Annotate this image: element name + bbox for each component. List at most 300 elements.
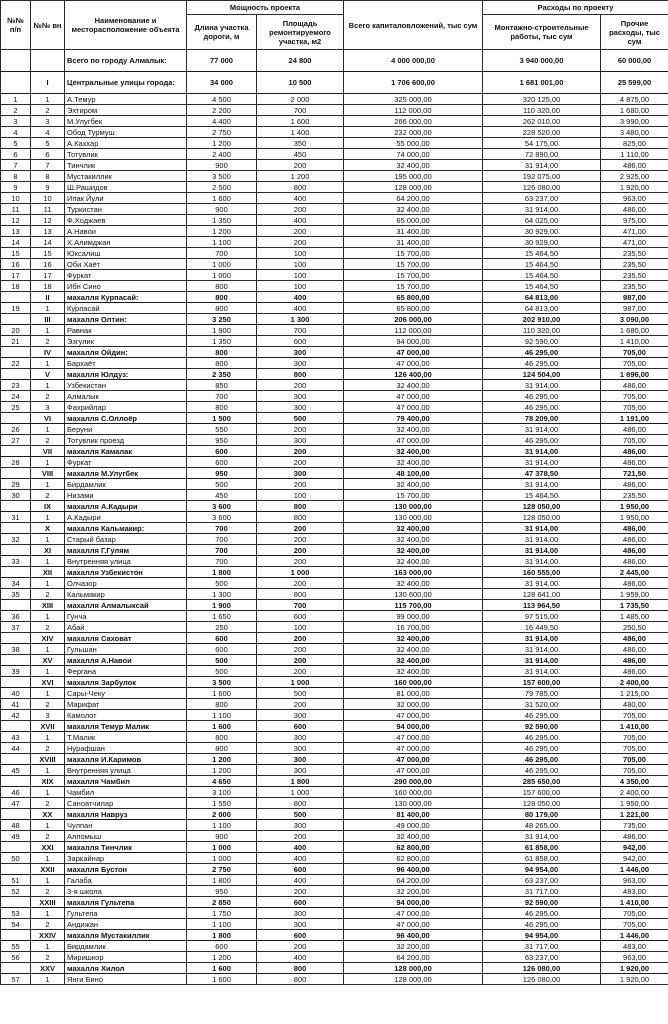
- table-row: [1, 468, 668, 479]
- cell-other-expenses: 1 446,00: [601, 864, 668, 875]
- cell-road-length: 600: [187, 457, 257, 468]
- cell-other-expenses: 486,00: [601, 479, 668, 490]
- cell-construction-works: 110 320,00: [483, 325, 601, 336]
- cell-object-name: Нурафшан: [65, 743, 187, 754]
- cell-repair-area: 700: [257, 600, 344, 611]
- cell-row-number: 2: [1, 105, 31, 116]
- cell-row-number: [1, 468, 31, 479]
- cell-object-name: махалля Ойдин:: [65, 347, 187, 358]
- cell-total-investment: 4 000 000,00: [344, 50, 483, 72]
- cell-internal-number: 5: [31, 138, 65, 149]
- cell-total-investment: 47 000,00: [344, 402, 483, 413]
- cell-construction-works: 31 717,00: [483, 941, 601, 952]
- cell-construction-works: 3 940 000,00: [483, 50, 601, 72]
- cell-construction-works: 64 813,00: [483, 303, 601, 314]
- table-row: [1, 50, 668, 72]
- cell-construction-works: 31 914,00: [483, 479, 601, 490]
- cell-repair-area: 600: [257, 864, 344, 875]
- table-row: [1, 853, 668, 864]
- cell-row-number: 18: [1, 281, 31, 292]
- cell-road-length: 700: [187, 523, 257, 534]
- cell-total-investment: 32 000,00: [344, 699, 483, 710]
- cell-internal-number: 4: [31, 127, 65, 138]
- cell-road-length: 1 800: [187, 930, 257, 941]
- table-row: [1, 138, 668, 149]
- cell-construction-works: 63 237,00: [483, 952, 601, 963]
- cell-internal-number: VIII: [31, 468, 65, 479]
- cell-other-expenses: 705,00: [601, 435, 668, 446]
- cell-object-name: Галаба: [65, 875, 187, 886]
- table-row: [1, 578, 668, 589]
- cell-road-length: 900: [187, 204, 257, 215]
- cell-object-name: махалля И.Каримов: [65, 754, 187, 765]
- cell-other-expenses: 1 959,00: [601, 589, 668, 600]
- cell-repair-area: 500: [257, 688, 344, 699]
- cell-total-investment: 160 000,00: [344, 787, 483, 798]
- cell-row-number: 45: [1, 765, 31, 776]
- cell-construction-works: 64 025,00: [483, 215, 601, 226]
- cell-repair-area: 200: [257, 424, 344, 435]
- cell-total-investment: 206 000,00: [344, 314, 483, 325]
- cell-repair-area: 600: [257, 336, 344, 347]
- cell-total-investment: 112 000,00: [344, 105, 483, 116]
- cell-total-investment: 48 100,00: [344, 468, 483, 479]
- cell-object-name: Марифат: [65, 699, 187, 710]
- cell-repair-area: 2 000: [257, 94, 344, 105]
- cell-object-name: Фуркат: [65, 457, 187, 468]
- cell-repair-area: 100: [257, 248, 344, 259]
- cell-object-name: А.Темур: [65, 94, 187, 105]
- cell-internal-number: [31, 50, 65, 72]
- cell-object-name: Алмалык: [65, 391, 187, 402]
- table-row: [1, 875, 668, 886]
- cell-object-name: Узбекистан: [65, 380, 187, 391]
- cell-object-name: Центральные улицы города:: [65, 72, 187, 94]
- cell-other-expenses: 2 445,00: [601, 567, 668, 578]
- cell-road-length: 1 550: [187, 798, 257, 809]
- cell-other-expenses: 1 110,00: [601, 149, 668, 160]
- cell-internal-number: 1: [31, 358, 65, 369]
- cell-object-name: махалля Хилол: [65, 963, 187, 974]
- table-row: [1, 523, 668, 534]
- cell-other-expenses: 1 191,00: [601, 413, 668, 424]
- cell-internal-number: 2: [31, 490, 65, 501]
- cell-road-length: 1 600: [187, 974, 257, 985]
- cell-internal-number: 2: [31, 435, 65, 446]
- cell-road-length: 3 500: [187, 677, 257, 688]
- cell-road-length: 1 800: [187, 875, 257, 886]
- cell-road-length: 1 800: [187, 567, 257, 578]
- table-row: [1, 908, 668, 919]
- cell-other-expenses: 1 920,00: [601, 182, 668, 193]
- cell-other-expenses: 486,00: [601, 831, 668, 842]
- cell-object-name: махалля Узбекистон: [65, 567, 187, 578]
- table-row: [1, 226, 668, 237]
- cell-row-number: [1, 446, 31, 457]
- cell-object-name: Миришкор: [65, 952, 187, 963]
- cell-internal-number: 2: [31, 798, 65, 809]
- table-row: [1, 303, 668, 314]
- table-row: [1, 930, 668, 941]
- cell-other-expenses: 4 350,00: [601, 776, 668, 787]
- cell-object-name: А.Кадыри: [65, 512, 187, 523]
- cell-construction-works: 128 050,00: [483, 798, 601, 809]
- cell-object-name: Фахрийлар: [65, 402, 187, 413]
- cell-row-number: 20: [1, 325, 31, 336]
- cell-total-investment: 62 800,00: [344, 853, 483, 864]
- cell-object-name: махалля Зарбулок: [65, 677, 187, 688]
- cell-road-length: 3 600: [187, 501, 257, 512]
- cell-object-name: Старый базар: [65, 534, 187, 545]
- cell-construction-works: 31 914,00: [483, 556, 601, 567]
- cell-construction-works: 31 914,00: [483, 457, 601, 468]
- cell-other-expenses: 3 480,00: [601, 127, 668, 138]
- table-row: [1, 501, 668, 512]
- cell-road-length: 800: [187, 281, 257, 292]
- cell-construction-works: 97 515,00: [483, 611, 601, 622]
- cell-total-investment: 130 600,00: [344, 589, 483, 600]
- cell-total-investment: 47 000,00: [344, 435, 483, 446]
- table-row: [1, 435, 668, 446]
- cell-road-length: 1 200: [187, 138, 257, 149]
- cell-repair-area: 24 800: [257, 50, 344, 72]
- cell-other-expenses: 963,00: [601, 952, 668, 963]
- table-row: [1, 94, 668, 105]
- cell-other-expenses: 1 221,00: [601, 809, 668, 820]
- cell-row-number: 32: [1, 534, 31, 545]
- cell-row-number: [1, 864, 31, 875]
- table-row: [1, 182, 668, 193]
- cell-internal-number: 2: [31, 699, 65, 710]
- cell-repair-area: 200: [257, 446, 344, 457]
- table-row: [1, 314, 668, 325]
- cell-repair-area: 1 000: [257, 787, 344, 798]
- cell-total-investment: 94 000,00: [344, 336, 483, 347]
- cell-total-investment: 32 400,00: [344, 633, 483, 644]
- cell-total-investment: 130 000,00: [344, 512, 483, 523]
- table-row: [1, 919, 668, 930]
- cell-total-investment: 128 000,00: [344, 182, 483, 193]
- cell-road-length: 1 900: [187, 600, 257, 611]
- cell-total-investment: 126 400,00: [344, 369, 483, 380]
- table-row: [1, 391, 668, 402]
- cell-repair-area: 1 000: [257, 677, 344, 688]
- cell-repair-area: 200: [257, 633, 344, 644]
- cell-other-expenses: 480,00: [601, 699, 668, 710]
- cell-internal-number: 1: [31, 853, 65, 864]
- cell-total-investment: 79 400,00: [344, 413, 483, 424]
- cell-road-length: 2 400: [187, 149, 257, 160]
- cell-road-length: 1 200: [187, 765, 257, 776]
- table-row: [1, 897, 668, 908]
- cell-other-expenses: 963,00: [601, 875, 668, 886]
- cell-repair-area: 450: [257, 149, 344, 160]
- cell-construction-works: 30 929,00: [483, 237, 601, 248]
- cell-construction-works: 128 641,00: [483, 589, 601, 600]
- cell-row-number: 55: [1, 941, 31, 952]
- cell-construction-works: 31 914,00: [483, 545, 601, 556]
- cell-total-investment: 32 200,00: [344, 886, 483, 897]
- cell-other-expenses: 1 410,00: [601, 721, 668, 732]
- cell-internal-number: II: [31, 292, 65, 303]
- cell-object-name: Камолот: [65, 710, 187, 721]
- cell-repair-area: 200: [257, 831, 344, 842]
- cell-repair-area: 600: [257, 897, 344, 908]
- cell-object-name: Фуркат: [65, 270, 187, 281]
- cell-repair-area: 200: [257, 699, 344, 710]
- cell-road-length: 3 100: [187, 787, 257, 798]
- cell-construction-works: 15 464,50: [483, 248, 601, 259]
- cell-other-expenses: 1 446,00: [601, 930, 668, 941]
- table-row: [1, 611, 668, 622]
- cell-internal-number: 14: [31, 237, 65, 248]
- cell-object-name: махалля Чамбил: [65, 776, 187, 787]
- cell-other-expenses: 486,00: [601, 556, 668, 567]
- cell-object-name: Ипак Йули: [65, 193, 187, 204]
- cell-construction-works: 128 050,00: [483, 501, 601, 512]
- cell-total-investment: 47 000,00: [344, 358, 483, 369]
- cell-repair-area: 100: [257, 622, 344, 633]
- cell-row-number: 23: [1, 380, 31, 391]
- cell-road-length: 500: [187, 479, 257, 490]
- cell-road-length: 1 650: [187, 611, 257, 622]
- cell-object-name: Бирдамлик: [65, 479, 187, 490]
- cell-total-investment: 81 000,00: [344, 688, 483, 699]
- cell-repair-area: 700: [257, 325, 344, 336]
- cell-internal-number: XIX: [31, 776, 65, 787]
- cell-object-name: Чамбил: [65, 787, 187, 798]
- cell-construction-works: 47 378,50: [483, 468, 601, 479]
- cell-repair-area: 600: [257, 721, 344, 732]
- cell-row-number: [1, 314, 31, 325]
- cell-row-number: 22: [1, 358, 31, 369]
- cell-internal-number: 1: [31, 820, 65, 831]
- cell-row-number: 51: [1, 875, 31, 886]
- cell-internal-number: 2: [31, 391, 65, 402]
- cell-object-name: махалля М.Улугбек: [65, 468, 187, 479]
- table-row: [1, 809, 668, 820]
- cell-other-expenses: 235,50: [601, 281, 668, 292]
- cell-row-number: 47: [1, 798, 31, 809]
- cell-other-expenses: 1 950,00: [601, 798, 668, 809]
- cell-row-number: [1, 677, 31, 688]
- cell-total-investment: 32 400,00: [344, 204, 483, 215]
- cell-road-length: 77 000: [187, 50, 257, 72]
- cell-road-length: 2 850: [187, 897, 257, 908]
- cell-object-name: Низами: [65, 490, 187, 501]
- cell-construction-works: 46 295,00: [483, 732, 601, 743]
- cell-road-length: 900: [187, 831, 257, 842]
- cell-road-length: 2 350: [187, 369, 257, 380]
- cell-object-name: Фергана: [65, 666, 187, 677]
- cell-other-expenses: 4 875,00: [601, 94, 668, 105]
- cell-row-number: 1: [1, 94, 31, 105]
- cell-internal-number: 1: [31, 303, 65, 314]
- cell-construction-works: 31 717,00: [483, 886, 601, 897]
- cell-construction-works: 31 914,00: [483, 655, 601, 666]
- cell-total-investment: 96 400,00: [344, 930, 483, 941]
- cell-object-name: Эхтиром: [65, 105, 187, 116]
- cell-repair-area: 100: [257, 490, 344, 501]
- table-row: [1, 380, 668, 391]
- cell-other-expenses: 486,00: [601, 655, 668, 666]
- cell-construction-works: 30 929,00: [483, 226, 601, 237]
- cell-road-length: 3 600: [187, 512, 257, 523]
- cell-repair-area: 200: [257, 655, 344, 666]
- cell-other-expenses: 825,00: [601, 138, 668, 149]
- cell-internal-number: V: [31, 369, 65, 380]
- cell-other-expenses: 1 896,00: [601, 369, 668, 380]
- cell-internal-number: 2: [31, 743, 65, 754]
- cell-other-expenses: 235,50: [601, 270, 668, 281]
- cell-road-length: 600: [187, 633, 257, 644]
- cell-road-length: 2 200: [187, 105, 257, 116]
- cell-row-number: [1, 369, 31, 380]
- cell-repair-area: 200: [257, 160, 344, 171]
- cell-repair-area: 800: [257, 182, 344, 193]
- cell-construction-works: 31 914,00: [483, 424, 601, 435]
- cell-road-length: 700: [187, 545, 257, 556]
- cell-total-investment: 31 400,00: [344, 237, 483, 248]
- cell-repair-area: 200: [257, 644, 344, 655]
- cell-other-expenses: 735,00: [601, 820, 668, 831]
- cell-object-name: махалля Мустакиллик: [65, 930, 187, 941]
- cell-construction-works: 31 914,00: [483, 160, 601, 171]
- cell-row-number: 48: [1, 820, 31, 831]
- table-row: [1, 677, 668, 688]
- cell-row-number: 54: [1, 919, 31, 930]
- cell-row-number: 41: [1, 699, 31, 710]
- cell-repair-area: 800: [257, 501, 344, 512]
- cell-other-expenses: 1 410,00: [601, 897, 668, 908]
- cell-total-investment: 65 000,00: [344, 215, 483, 226]
- cell-other-expenses: 1 410,00: [601, 336, 668, 347]
- cell-row-number: 37: [1, 622, 31, 633]
- cell-construction-works: 31 914,00: [483, 666, 601, 677]
- cell-total-investment: 47 000,00: [344, 347, 483, 358]
- cell-road-length: 700: [187, 248, 257, 259]
- cell-construction-works: 46 295,00: [483, 765, 601, 776]
- cell-other-expenses: 486,00: [601, 545, 668, 556]
- cell-row-number: [1, 897, 31, 908]
- cell-construction-works: 110 320,00: [483, 105, 601, 116]
- cell-other-expenses: 705,00: [601, 347, 668, 358]
- cell-repair-area: 300: [257, 908, 344, 919]
- cell-other-expenses: 705,00: [601, 754, 668, 765]
- cell-total-investment: 74 000,00: [344, 149, 483, 160]
- cell-other-expenses: 486,00: [601, 204, 668, 215]
- cell-object-name: Олчазор: [65, 578, 187, 589]
- cell-object-name: махалля Олтин:: [65, 314, 187, 325]
- cell-row-number: [1, 50, 31, 72]
- cell-road-length: 1 600: [187, 963, 257, 974]
- table-row: [1, 556, 668, 567]
- cell-repair-area: 600: [257, 611, 344, 622]
- cell-object-name: 3-я школа: [65, 886, 187, 897]
- cell-road-length: 1 200: [187, 226, 257, 237]
- cell-internal-number: 1: [31, 556, 65, 567]
- cell-internal-number: 11: [31, 204, 65, 215]
- cell-row-number: 34: [1, 578, 31, 589]
- cell-total-investment: 32 400,00: [344, 666, 483, 677]
- cell-road-length: 500: [187, 666, 257, 677]
- cell-object-name: Всего по городу Алмалык:: [65, 50, 187, 72]
- cell-total-investment: 15 700,00: [344, 490, 483, 501]
- cell-other-expenses: 486,00: [601, 534, 668, 545]
- cell-internal-number: 2: [31, 589, 65, 600]
- cell-construction-works: 92 590,00: [483, 897, 601, 908]
- cell-other-expenses: 235,50: [601, 490, 668, 501]
- cell-internal-number: 1: [31, 732, 65, 743]
- cell-total-investment: 112 000,00: [344, 325, 483, 336]
- cell-total-investment: 32 400,00: [344, 457, 483, 468]
- cell-internal-number: XIII: [31, 600, 65, 611]
- table-row: [1, 798, 668, 809]
- cell-construction-works: 31 914,00: [483, 633, 601, 644]
- cell-row-number: [1, 842, 31, 853]
- cell-total-investment: 47 000,00: [344, 743, 483, 754]
- cell-internal-number: XV: [31, 655, 65, 666]
- cell-internal-number: 1: [31, 974, 65, 985]
- cell-construction-works: 31 914,00: [483, 534, 601, 545]
- cell-road-length: 1 100: [187, 237, 257, 248]
- table-row: [1, 281, 668, 292]
- cell-total-investment: 115 700,00: [344, 600, 483, 611]
- cell-construction-works: 157 600,00: [483, 787, 601, 798]
- cell-row-number: 52: [1, 886, 31, 897]
- cell-road-length: 1 600: [187, 721, 257, 732]
- cell-object-name: Заркайнар: [65, 853, 187, 864]
- cell-internal-number: 1: [31, 688, 65, 699]
- cell-total-investment: 163 000,00: [344, 567, 483, 578]
- cell-other-expenses: 486,00: [601, 666, 668, 677]
- cell-row-number: 33: [1, 556, 31, 567]
- cell-object-name: Внутренняя улица: [65, 765, 187, 776]
- cell-other-expenses: 987,00: [601, 292, 668, 303]
- table-row: [1, 666, 668, 677]
- cell-total-investment: 96 400,00: [344, 864, 483, 875]
- cell-object-name: Ф.Ходжаев: [65, 215, 187, 226]
- cell-construction-works: 15 464,50: [483, 259, 601, 270]
- cell-total-investment: 47 000,00: [344, 710, 483, 721]
- cell-object-name: махалля Курпасай:: [65, 292, 187, 303]
- cell-object-name: Юксалиш: [65, 248, 187, 259]
- cell-road-length: 800: [187, 303, 257, 314]
- cell-repair-area: 200: [257, 556, 344, 567]
- table-row: [1, 787, 668, 798]
- cell-internal-number: XI: [31, 545, 65, 556]
- cell-object-name: Ибн Сино: [65, 281, 187, 292]
- cell-total-investment: 55 000,00: [344, 138, 483, 149]
- cell-repair-area: 1 000: [257, 567, 344, 578]
- cell-road-length: 600: [187, 941, 257, 952]
- cell-internal-number: IV: [31, 347, 65, 358]
- cell-repair-area: 200: [257, 237, 344, 248]
- cell-road-length: 800: [187, 292, 257, 303]
- cell-construction-works: 320 125,00: [483, 94, 601, 105]
- cell-object-name: Гульшан: [65, 644, 187, 655]
- cell-other-expenses: 721,50: [601, 468, 668, 479]
- table-row: [1, 446, 668, 457]
- cell-row-number: 57: [1, 974, 31, 985]
- cell-row-number: 21: [1, 336, 31, 347]
- cell-total-investment: 99 000,00: [344, 611, 483, 622]
- cell-construction-works: 31 914,00: [483, 446, 601, 457]
- cell-repair-area: 1 400: [257, 127, 344, 138]
- cell-road-length: 1 200: [187, 754, 257, 765]
- cell-road-length: 800: [187, 358, 257, 369]
- cell-row-number: 46: [1, 787, 31, 798]
